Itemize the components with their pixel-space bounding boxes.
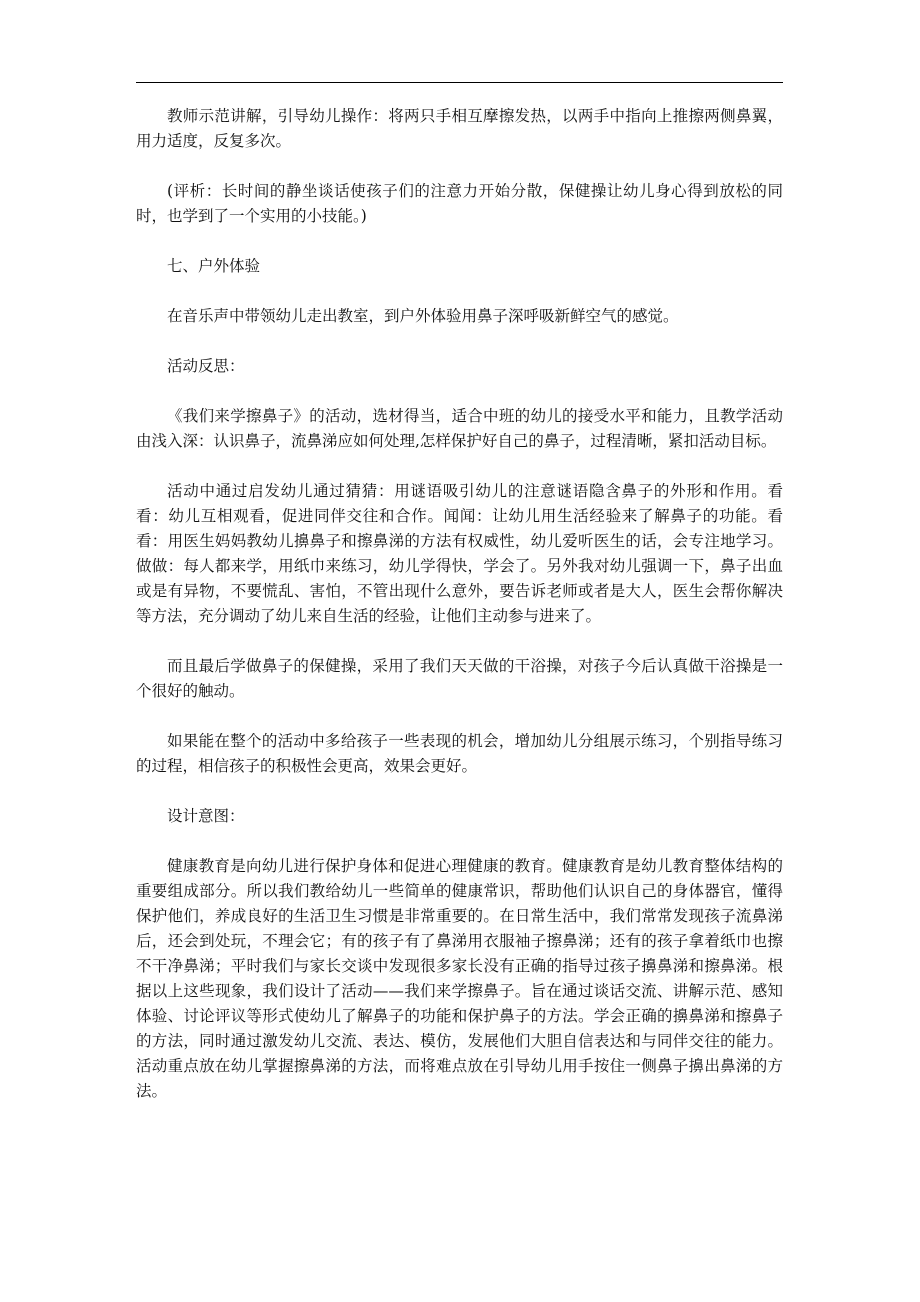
paragraph-reflection-exercise: 而且最后学做鼻子的保健操，采用了我们天天做的干浴操，对孩子今后认真做干浴操是一个很好的触动。 [136,657,783,700]
paragraph-outdoor-experience: 在音乐声中带领幼儿走出教室，到户外体验用鼻子深呼吸新鲜空气的感觉。 [167,307,679,325]
paragraph-reflection-improvement: 如果能在整个的活动中多给孩子一些表现的机会，增加幼儿分组展示练习，个别指导练习的过程，相信孩子的积极性会更高，效果会更好。 [136,732,783,775]
section-heading-design-intent: 设计意图： [167,807,245,825]
paragraph-evaluation-note: (评析：长时间的静坐谈话使孩子们的注意力开始分散，保健操让幼儿身心得到放松的同时，也学到了一个实用的小技能。) [136,182,783,225]
paragraph-demo-instruction: 教师示范讲解，引导幼儿操作：将两只手相互摩擦发热，以两手中指向上推擦两侧鼻翼，用力适度，反复多次。 [136,107,783,150]
document-body [136,104,783,1129]
section-heading-reflection: 活动反思： [167,357,245,375]
header-rule [136,82,783,83]
section-heading-outdoor: 七、户外体验 [167,257,261,275]
paragraph-reflection-summary: 《我们来学擦鼻子》的活动，选材得当，适合中班的幼儿的接受水平和能力，且教学活动由浅入深：认识鼻子，流鼻涕应如何处理,怎样保护好自己的鼻子，过程清晰，紧扣活动目标。 [136,407,783,450]
paragraph-reflection-methods: 活动中通过启发幼儿通过猜猜：用谜语吸引幼儿的注意谜语隐含鼻子的外形和作用。看看：幼儿互相观看，促进同伴交往和合作。闻闻：让幼儿用生活经验来了解鼻子的功能。看看：用医生妈妈教幼儿擤鼻子和擦鼻涕的方法有权威性，幼儿爱听医生的话，会专注地学习。做做：每人都来学，用纸巾来练习，幼儿学得快，学会了。另外我对幼儿强调一下，鼻子出血或是有异物，不要慌乱、害怕，不管出现什么意外，要告诉老师或者是大人，医生会帮你解决等方法，充分调动了幼儿来自生活的经验，让他们主动参与进来了。 [136,482,783,625]
paragraph-design-intent: 健康教育是向幼儿进行保护身体和促进心理健康的教育。健康教育是幼儿教育整体结构的重要组成部分。所以我们教给幼儿一些简单的健康常识，帮助他们认识自己的身体器官，懂得保护他们，养成良好的生活卫生习惯是非常重要的。在日常生活中，我们常常发现孩子流鼻涕后，还会到处玩，不理会它；有的孩子有了鼻涕用衣服袖子擦鼻涕；还有的孩子拿着纸巾也擦不干净鼻涕；平时我们与家长交谈中发现很多家长没有正确的指导过孩子擤鼻涕和擦鼻涕。根据以上这些现象，我们设计了活动——我们来学擦鼻子。旨在通过谈话交流、讲解示范、感知体验、讨论评议等形式使幼儿了解鼻子的功能和保护鼻子的方法。学会正确的擤鼻涕和擦鼻子的方法，同时通过激发幼儿交流、表达、模仿，发展他们大胆自信表达和与同伴交往的能力。活动重点放在幼儿掌握擦鼻涕的方法，而将难点放在引导幼儿用手按住一侧鼻子擤出鼻涕的方法。 [136,857,783,1100]
